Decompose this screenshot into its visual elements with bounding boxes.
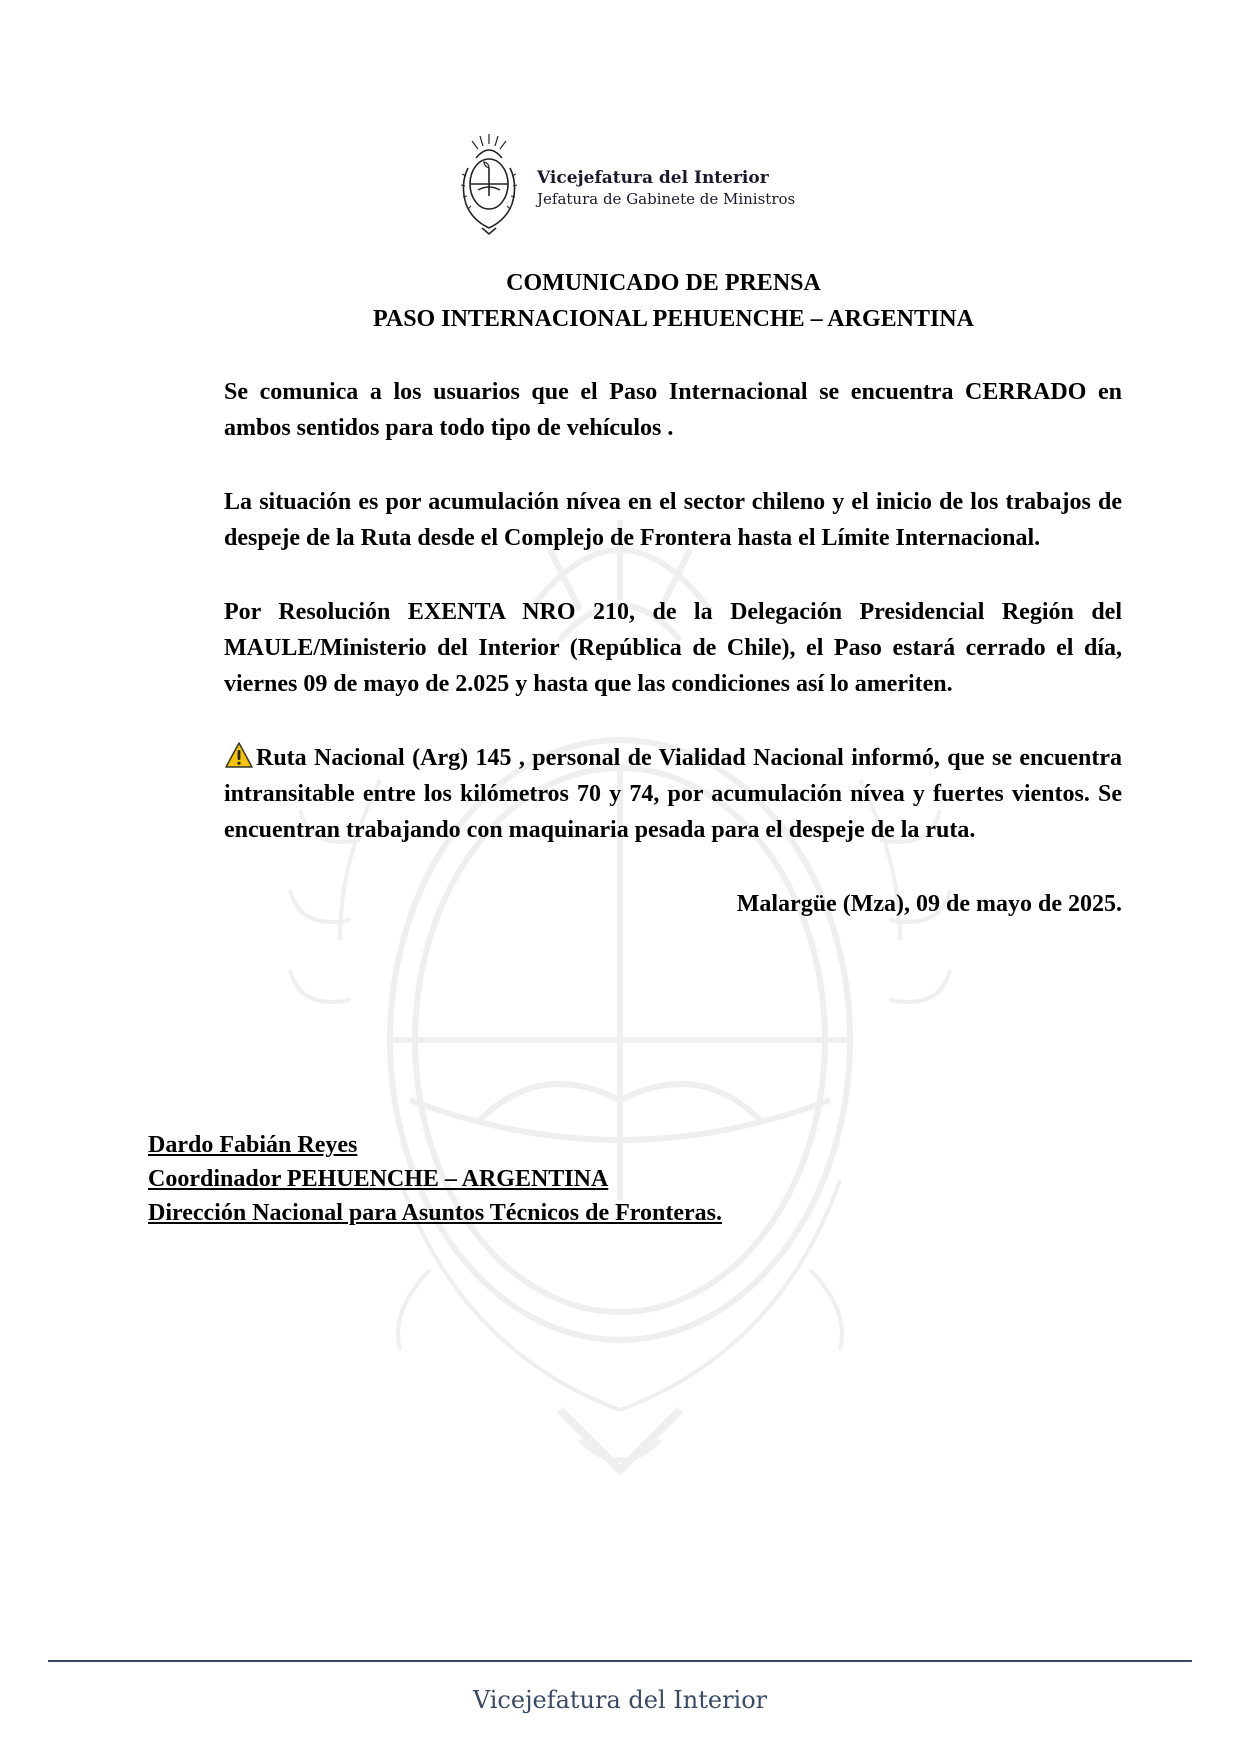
organization-name: Vicejefatura del Interior <box>537 168 769 188</box>
place-and-date: Malargüe (Mza), 09 de mayo de 2025. <box>736 891 1122 917</box>
paragraph-route-warning <box>224 740 1122 848</box>
signature-block <box>148 1128 722 1230</box>
signatory-office: Dirección Nacional para Asuntos Técnicos de Fronteras. <box>148 1200 722 1226</box>
paragraph-resolution: Por Resolución EXENTA NRO 210, de la Delegación Presidencial Región del MAULE/Ministerio del Interior (República de Chile), el Paso estará cerrado el día, viernes 09 de mayo de 2.025 y hasta que las condiciones así lo ameriten. <box>224 599 1122 697</box>
coat-of-arms-logo <box>458 128 520 240</box>
footer-organization: Vicejefatura del Interior <box>472 1686 768 1714</box>
paragraph-situation: La situación es por acumulación nívea en el sector chileno y el inicio de los trabajos de despeje de la Ruta desde el Complejo de Frontera hasta el Límite Internacional. <box>224 489 1122 551</box>
header-organization <box>537 167 795 209</box>
document-body <box>224 374 1122 922</box>
paragraph-closure-notice: Se comunica a los usuarios que el Paso Internacional se encuentra CERRADO en ambos sentidos para todo tipo de vehículos . <box>224 379 1122 441</box>
title-line-2: PASO INTERNACIONAL PEHUENCHE – ARGENTINA <box>373 306 974 332</box>
route-warning-text: Ruta Nacional (Arg) 145 , personal de Vialidad Nacional informó, que se encuentra intransitable entre los kilómetros 70 y 74, por acumulación nívea y fuertes vientos. Se encuentran trabajando con maquinaria pesada para el despeje de la ruta. <box>224 745 1122 843</box>
document-title <box>0 265 1240 337</box>
warning-triangle-icon <box>224 741 254 769</box>
footer-divider <box>48 1660 1192 1662</box>
organization-subtitle: Jefatura de Gabinete de Ministros <box>537 190 796 208</box>
signatory-name: Dardo Fabián Reyes <box>148 1132 358 1158</box>
title-line-1: COMUNICADO DE PRENSA <box>506 270 821 296</box>
signatory-role: Coordinador PEHUENCHE – ARGENTINA <box>148 1166 609 1192</box>
